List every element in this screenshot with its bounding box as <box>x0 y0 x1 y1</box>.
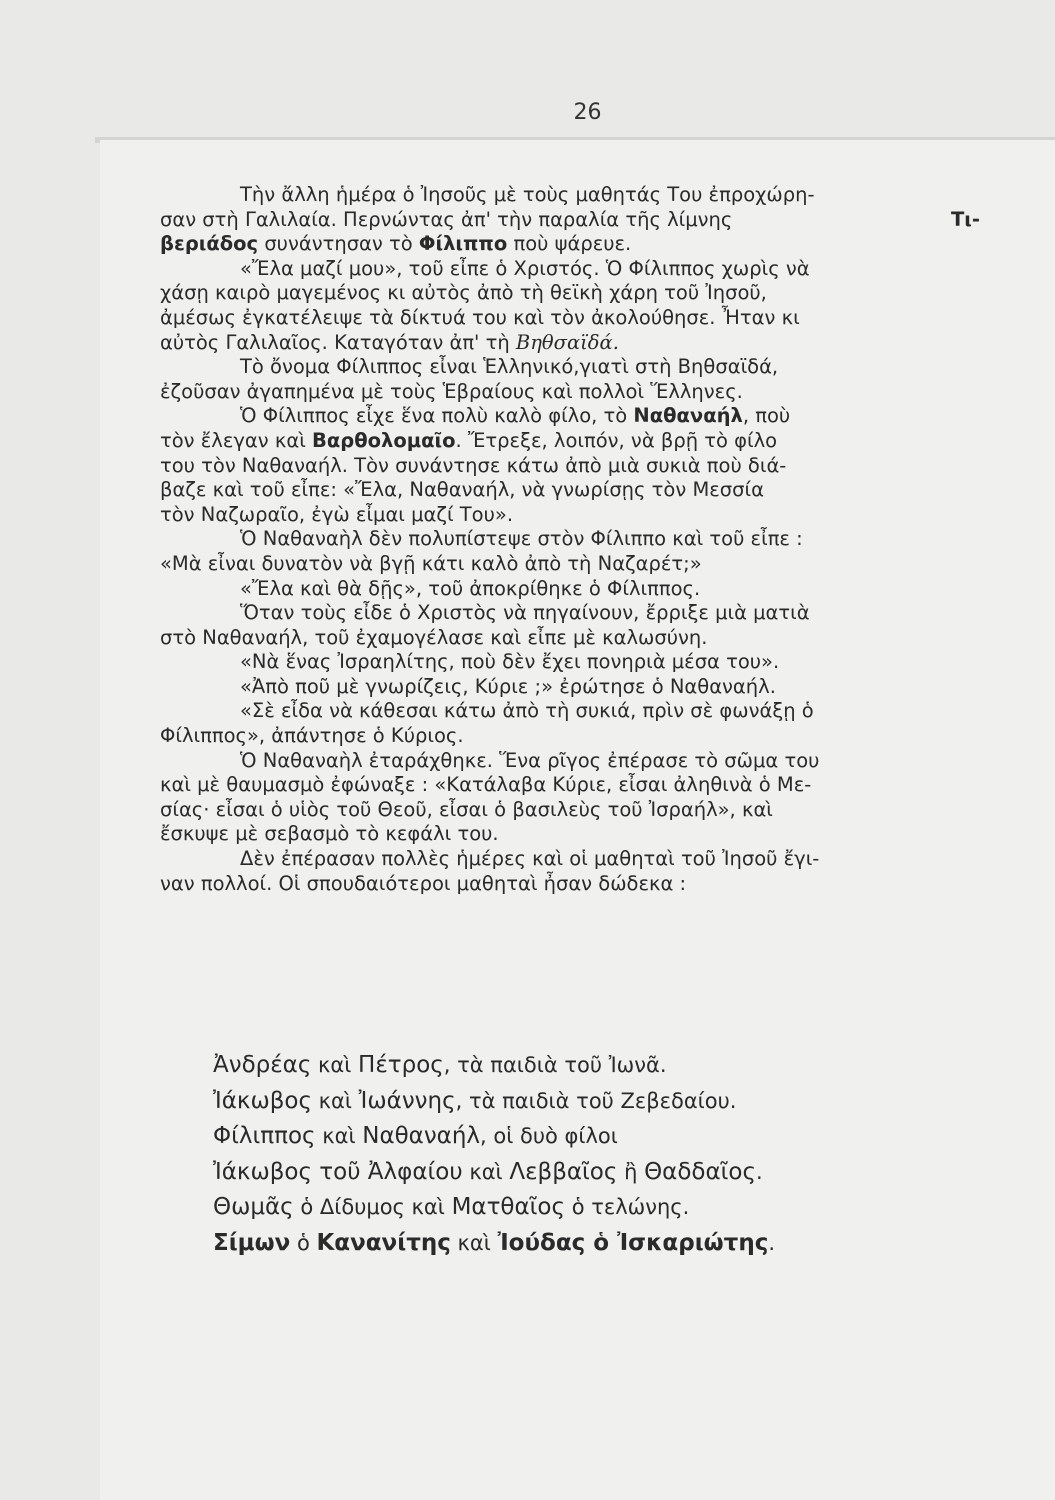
place-name: Τι- <box>951 207 980 231</box>
place-name: Βηθσαϊδά. <box>515 330 619 354</box>
text-span: Ὅταν τοὺς εἶδε ὁ Χριστὸς νὰ πηγαίνουν, ἔρριξε μιὰ ματιὰ <box>240 601 810 625</box>
text-line <box>160 281 980 306</box>
apostle-line <box>213 1155 913 1191</box>
text-span: Τὴν ἄλλη ἡμέρα ὁ Ἰησοῦς μὲ τοὺς μαθητάς Του ἐπροχώρη- <box>240 183 815 206</box>
text-span: ὁ <box>290 1230 317 1255</box>
text-span: «Σὲ εἶδα νὰ κάθεσαι κάτω ἀπὸ τὴ συκιά, πρὶν σὲ φωνάξῃ ὁ <box>240 699 814 723</box>
apostle-name: Ἰούδας ὁ Ἰσκαριώτης <box>497 1229 769 1256</box>
apostle-line <box>213 1190 913 1226</box>
text-span: καὶ <box>450 1230 498 1255</box>
apostle-name: Θωμᾶς <box>213 1194 294 1220</box>
apostle-line <box>213 1048 913 1084</box>
text-span: βαζε καὶ τοῦ εἶπε: «Ἔλα, Ναθαναήλ, νὰ γνωρίσῃς τὸν Μεσσία <box>160 478 764 502</box>
text-line <box>160 478 980 503</box>
apostle-name: Πέτρος <box>358 1052 444 1078</box>
text-span: αὐτὸς Γαλιλαῖος. Καταγόταν ἀπ' τὴ <box>160 330 516 354</box>
text-line <box>160 527 980 552</box>
text-line <box>160 404 980 429</box>
person-name: Βαρθολομαῖο <box>312 428 456 452</box>
person-name: Ναθαναήλ <box>633 404 743 428</box>
text-span: σαν στὴ Γαλιλαία. Περνώντας ἀπ' τὴν παραλία τῆς λίμνης <box>160 207 733 231</box>
text-span: καὶ μὲ θαυμασμὸ ἐφώναξε : «Κατάλαβα Κύριε, εἶσαι ἀληθινὰ ὁ Με- <box>160 773 812 797</box>
apostle-name: Ναθαναήλ <box>362 1123 481 1149</box>
text-span: «Ἔλα μαζί μου», τοῦ εἶπε ὁ Χριστός. Ὁ Φίλιππος χωρὶς νὰ <box>240 256 810 280</box>
text-span: Δὲν ἐπέρασαν πολλὲς ἡμέρες καὶ οἱ μαθηταὶ τοῦ Ἰησοῦ ἔγι- <box>240 847 820 871</box>
text-span: , οἱ δυὸ φίλοι <box>480 1124 618 1148</box>
text-line <box>160 872 980 897</box>
text-line <box>160 626 980 651</box>
text-span: ὁ τελώνης. <box>565 1195 690 1219</box>
text-line <box>160 454 980 479</box>
body-text <box>160 183 980 896</box>
text-span: . Ἔτρεξε, λοιπόν, νὰ βρῇ τὸ φίλο <box>455 428 778 452</box>
text-span: ἀμέσως ἐγκατέλειψε τὰ δίκτυά του καὶ τὸν ἀκολούθησε. Ἦταν κι <box>160 305 800 329</box>
text-line <box>160 429 980 454</box>
text-line <box>160 601 980 626</box>
text-span: στὸ Ναθαναήλ, τοῦ ἐχαμογέλασε καὶ εἶπε μὲ καλωσύνη. <box>160 625 708 649</box>
text-span: , τὰ παιδιὰ τοῦ Ἰωνᾶ. <box>443 1053 667 1077</box>
text-line <box>160 577 980 602</box>
text-line <box>160 380 980 405</box>
text-span: «Ἔλα καὶ θὰ δῇς», τοῦ ἀποκρίθηκε ὁ Φίλιππος. <box>240 576 701 600</box>
text-span: καὶ <box>311 1053 359 1077</box>
text-line <box>160 183 980 208</box>
text-line <box>160 232 980 257</box>
text-line <box>160 331 980 356</box>
apostle-name: Κανανίτης <box>316 1229 451 1256</box>
text-span: Ὁ Ναθαναὴλ δὲν πολυπίστεψε στὸν Φίλιππο καὶ τοῦ εἶπε : <box>240 527 803 551</box>
apostle-line <box>213 1119 913 1155</box>
text-span: Τὸ ὄνομα Φίλιππος εἶναι Ἑλληνικό,γιατὶ στὴ Βηθσαϊδά, <box>240 355 779 379</box>
text-span: τὸν ἔλεγαν καὶ <box>160 428 313 452</box>
text-line <box>160 650 980 675</box>
text-span: ἢ <box>617 1159 645 1184</box>
text-span: τὸν Ναζωραῖο, ἐγὼ εἶμαι μαζί Του». <box>160 502 514 526</box>
text-line <box>160 699 980 724</box>
text-span: καὶ <box>311 1088 359 1113</box>
text-span: καὶ <box>462 1159 510 1184</box>
text-line <box>160 257 980 282</box>
text-span: ποὺ ψάρευε. <box>507 232 632 256</box>
text-line <box>160 552 980 577</box>
apostles-list <box>213 1048 913 1261</box>
apostle-name: Ἰάκωβος τοῦ Ἀλφαίου <box>213 1158 463 1185</box>
text-line <box>160 749 980 774</box>
text-span: Ὁ Φίλιππος εἶχε ἕνα πολὺ καλὸ φίλο, τὸ <box>240 404 634 428</box>
text-span: «Ἀπὸ ποῦ μὲ γνωρίζεις, Κύριε ;» ἐρώτησε ὁ Ναθαναήλ. <box>240 674 776 698</box>
apostle-name: Ματθαῖος <box>451 1194 566 1220</box>
text-line <box>160 355 980 380</box>
apostle-name: Ἀνδρέας <box>213 1052 312 1078</box>
text-span: ἐζοῦσαν ἀγαπημένα μὲ τοὺς Ἑβραίους καὶ πολλοὶ Ἕλληνες. <box>160 379 743 403</box>
apostle-name: Φίλιππος <box>213 1123 316 1149</box>
apostle-line <box>213 1084 913 1120</box>
text-span: , τὰ παιδιὰ τοῦ Ζεβεδαίου. <box>455 1088 737 1113</box>
place-name: βεριάδος <box>160 232 259 256</box>
text-span: Ὁ Ναθαναὴλ ἐταράχθηκε. Ἕνα ρῖγος ἐπέρασε τὸ σῶμα του <box>240 748 820 772</box>
text-line <box>160 724 980 749</box>
text-line <box>160 503 980 528</box>
apostle-name: Θαδδαῖος <box>644 1158 756 1185</box>
text-span: του τὸν Ναθαναήλ. Τὸν συνάντησε κάτω ἀπὸ μιὰ συκιὰ ποὺ διά- <box>160 453 787 477</box>
text-span: «Μὰ εἶναι δυνατὸν νὰ βγῇ κάτι καλὸ ἀπὸ τὴ Ναζαρέτ;» <box>160 551 702 575</box>
apostle-name: Λεββαῖος <box>509 1158 618 1185</box>
text-span: . <box>768 1230 776 1255</box>
text-line <box>160 847 980 872</box>
text-span: σίας· εἶσαι ὁ υἱὸς τοῦ Θεοῦ, εἶσαι ὁ βασιλεὺς τοῦ Ἰσραήλ», καὶ <box>160 797 773 821</box>
apostle-name: Ἰάκωβος <box>213 1087 312 1114</box>
text-span: καὶ <box>315 1124 363 1148</box>
text-span: «Νὰ ἕνας Ἰσραηλίτης, ποὺ δὲν ἔχει πονηριὰ μέσα του». <box>240 650 780 674</box>
apostle-name: Ἰωάννης <box>358 1087 456 1114</box>
text-span: χάσῃ καιρὸ μαγεμένος κι αὐτὸς ἀπὸ τὴ θεϊκὴ χάρη τοῦ Ἰησοῦ, <box>160 281 767 305</box>
text-line <box>160 306 980 331</box>
text-line <box>160 208 980 233</box>
person-name: Φίλιππο <box>418 232 508 256</box>
text-span: ναν πολλοί. Οἱ σπουδαιότεροι μαθηταὶ ἦσαν δώδεκα : <box>160 871 687 895</box>
apostle-name: Σίμων <box>213 1229 291 1256</box>
page-number: 26 <box>573 100 602 125</box>
text-line <box>160 675 980 700</box>
text-span: ἔσκυψε μὲ σεβασμὸ τὸ κεφάλι του. <box>160 822 499 846</box>
text-span: Φίλιππος», ἀπάντησε ὁ Κύριος. <box>160 724 464 748</box>
text-line <box>160 773 980 798</box>
apostle-line <box>213 1226 913 1262</box>
text-line <box>160 798 980 823</box>
text-line <box>160 822 980 847</box>
text-span: . <box>756 1159 763 1184</box>
text-span: ὁ Δίδυμος καὶ <box>293 1195 452 1219</box>
text-span: , ποὺ <box>742 404 791 428</box>
text-span: συνάντησαν τὸ <box>258 232 419 256</box>
